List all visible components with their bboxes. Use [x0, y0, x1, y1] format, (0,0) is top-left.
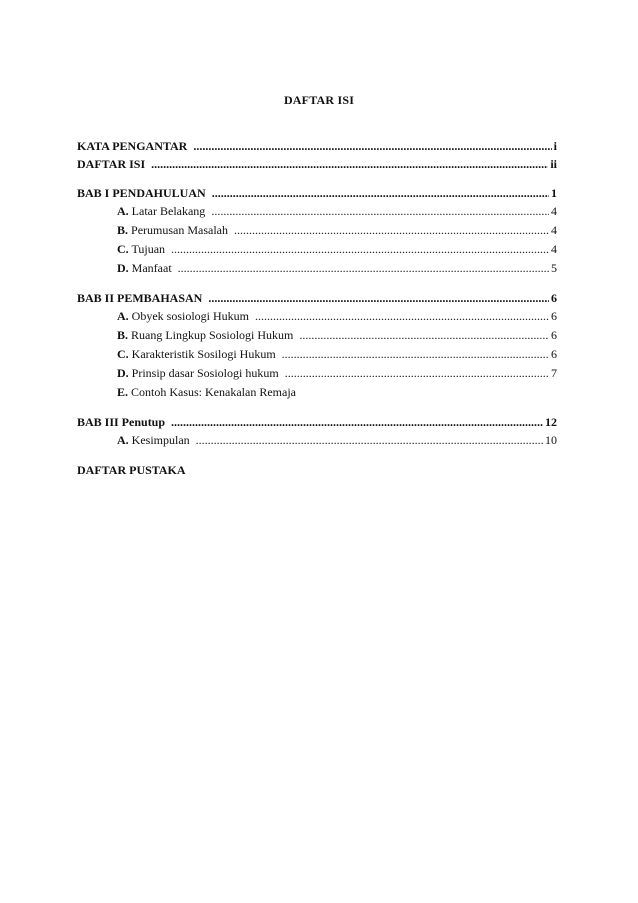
dot-leader	[178, 259, 549, 278]
dot-leader	[282, 345, 549, 364]
toc-page-number: 6	[551, 309, 557, 323]
toc-subentry-label: D. Manfaat	[117, 261, 172, 275]
toc-subentry-label: A. Latar Belakang	[117, 204, 206, 218]
toc-chapter-bab-3	[77, 413, 557, 431]
spacer	[77, 278, 557, 289]
toc-page-number: 1	[551, 186, 557, 200]
toc-page-number: ii	[550, 157, 557, 171]
toc-entry-label: DAFTAR ISI	[77, 157, 146, 171]
toc-subentry-label: C. Karakteristik Sosilogi Hukum	[117, 347, 276, 361]
dot-leader	[193, 137, 551, 155]
toc-chapter-label: BAB III Penutup	[77, 415, 166, 429]
spacer	[77, 173, 557, 184]
toc-chapter-label: BAB II PEMBAHASAN	[77, 291, 203, 305]
dot-leader	[255, 307, 549, 326]
toc-page-number: 4	[551, 223, 557, 237]
toc-page-number: 4	[551, 242, 557, 256]
toc-subentry	[77, 240, 557, 259]
table-of-contents	[77, 137, 557, 479]
toc-subentry-label: A. Kesimpulan	[117, 433, 190, 447]
toc-chapter-label: BAB I PENDAHULUAN	[77, 186, 206, 200]
toc-page-number: 6	[551, 347, 557, 361]
toc-subentry	[77, 431, 557, 450]
toc-subentry	[77, 345, 557, 364]
toc-entry-daftar-pustaka	[77, 461, 557, 479]
toc-page-number: 5	[551, 261, 557, 275]
toc-subentry-label: A. Obyek sosiologi Hukum	[117, 309, 250, 323]
toc-page-number: i	[553, 139, 557, 153]
toc-subentry	[77, 364, 557, 383]
toc-subentry-label: D. Prinsip dasar Sosiologi hukum	[117, 366, 279, 380]
dot-leader	[151, 155, 548, 173]
toc-subentry-label: B. Perumusan Masalah	[117, 223, 228, 237]
toc-subentry	[77, 326, 557, 345]
toc-subentry-label: B. Ruang Lingkup Sosiologi Hukum	[117, 328, 294, 342]
dot-leader	[171, 413, 543, 431]
toc-subentry-label: C. Tujuan	[117, 242, 166, 256]
dot-leader	[211, 202, 549, 221]
toc-chapter-bab-2	[77, 289, 557, 307]
toc-subentry	[77, 383, 557, 402]
toc-page-number: 6	[551, 328, 557, 342]
toc-page-number: 4	[551, 204, 557, 218]
toc-entry-label: DAFTAR PUSTAKA	[77, 463, 186, 477]
toc-subentry	[77, 259, 557, 278]
toc-subentry	[77, 202, 557, 221]
toc-page-number: 12	[545, 415, 557, 429]
dot-leader	[208, 289, 549, 307]
page-title: DAFTAR ISI	[283, 93, 355, 107]
toc-page-number: 10	[545, 433, 557, 447]
toc-chapter-bab-1	[77, 184, 557, 202]
toc-page-number: 6	[551, 291, 557, 305]
toc-subentry	[77, 221, 557, 240]
spacer	[77, 402, 557, 413]
dot-leader	[285, 364, 549, 383]
dot-leader	[171, 240, 549, 259]
toc-entry-kata-pengantar	[77, 137, 557, 155]
spacer	[77, 450, 557, 461]
dot-leader	[234, 221, 549, 240]
toc-entry-label: KATA PENGANTAR	[77, 139, 188, 153]
dot-leader	[299, 326, 549, 345]
toc-entry-daftar-isi	[77, 155, 557, 173]
toc-subentry-label: E. Contoh Kasus: Kenakalan Remaja	[117, 385, 296, 399]
toc-subentry	[77, 307, 557, 326]
dot-leader	[196, 431, 543, 450]
toc-page-number: 7	[551, 366, 557, 380]
dot-leader	[212, 184, 549, 202]
